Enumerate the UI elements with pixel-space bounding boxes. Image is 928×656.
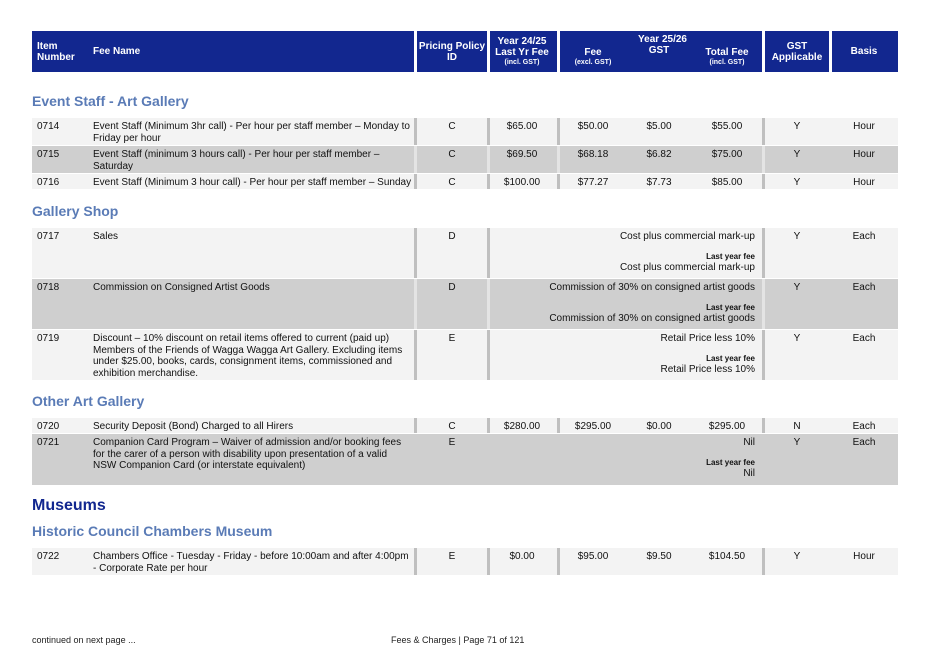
last-year-fee: $65.00: [506, 121, 538, 132]
table-row: [32, 418, 898, 433]
basis: Each: [852, 231, 876, 242]
fee-excl-gst: $295.00: [574, 421, 612, 432]
header-year-2425: Year 24/25: [497, 36, 547, 47]
fee-name: Sales: [93, 231, 119, 242]
gst-applicable: Y: [793, 437, 801, 448]
header-fee-label: Fee: [584, 46, 602, 58]
header-total: [692, 36, 762, 77]
table-row: [32, 548, 898, 575]
fee-text: Nil: [743, 437, 755, 448]
header-item-number: Item Number: [37, 40, 75, 63]
gst-amount: $5.00: [646, 121, 672, 132]
fee-name: Companion Card Program – Waiver of admission and/or booking fees for the carer of a person with disability upon presentation of a valid NSW Companion Card (or interstate equivalent): [93, 437, 402, 471]
item-number: 0716: [37, 177, 60, 188]
pricing-policy: E: [448, 437, 456, 448]
basis: Hour: [853, 177, 875, 188]
item-number: 0715: [37, 149, 60, 160]
header-pricing-policy: Pricing Policy ID: [418, 40, 486, 63]
gst-applicable: Y: [793, 333, 801, 344]
fee-name: Event Staff (Minimum 3hr call) - Per hour per staff member – Monday to Friday per hour: [93, 121, 410, 144]
basis: Each: [852, 437, 876, 448]
fee-excl-gst: $50.00: [577, 121, 609, 132]
fee-description: [490, 333, 755, 375]
section-historic-chambers: Historic Council Chambers Museum: [32, 523, 273, 539]
gst-applicable: Y: [793, 551, 801, 562]
item-number: 0722: [37, 551, 60, 562]
pricing-policy: C: [448, 149, 456, 160]
header-incl-gst: (incl. GST): [504, 59, 540, 66]
header-excl-gst: (excl. GST): [574, 58, 612, 66]
table-row: [32, 434, 898, 485]
header-total-fee: Total Fee: [705, 46, 749, 58]
last-year-fee: $0.00: [509, 551, 535, 562]
section-museums: Museums: [32, 497, 106, 514]
basis: Each: [852, 421, 876, 432]
fee-description: [490, 437, 755, 479]
total-fee: $55.00: [711, 121, 743, 132]
gst-applicable: Y: [793, 121, 801, 132]
fee-excl-gst: $68.18: [577, 149, 609, 160]
fee-excl-gst: $77.27: [577, 177, 609, 188]
fee-name: Event Staff (minimum 3 hours call) - Per hour per staff member – Saturday: [93, 149, 380, 172]
basis: Hour: [853, 149, 875, 160]
total-fee: $104.50: [708, 551, 746, 562]
item-number: 0721: [37, 437, 60, 448]
pricing-policy: C: [448, 177, 456, 188]
total-fee: $75.00: [711, 149, 743, 160]
total-fee: $85.00: [711, 177, 743, 188]
fee-name: Commission on Consigned Artist Goods: [93, 282, 270, 293]
last-year-value: Retail Price less 10%: [660, 363, 755, 375]
last-year-label: Last year fee: [706, 251, 755, 261]
pricing-policy: E: [448, 551, 456, 562]
header-incl-gst-2: (incl. GST): [709, 58, 745, 66]
table-row: [32, 118, 898, 145]
gst-amount: $6.82: [646, 149, 672, 160]
pricing-policy: C: [448, 421, 456, 432]
gst-amount: $9.50: [646, 551, 672, 562]
fee-description: [490, 282, 755, 324]
section-gallery-shop: Gallery Shop: [32, 203, 119, 219]
pricing-policy: D: [448, 282, 456, 293]
last-year-value: Nil: [743, 467, 755, 479]
fee-excl-gst: $95.00: [577, 551, 609, 562]
header-last-yr-fee: Last Yr Fee: [495, 47, 549, 58]
fee-name: Discount – 10% discount on retail items offered to current (paid up) Members of the Friends of Wagga Wagga Art Gallery. Excluding items under $25.00, books, cards, consignment items, commissioned and exhibition merchandise.: [93, 333, 403, 379]
fee-name: Security Deposit (Bond) Charged to all Hirers: [93, 421, 294, 432]
fee-name: Chambers Office - Tuesday - Friday - before 10:00am and after 4:00pm - Corporate Rate per hour: [93, 551, 409, 574]
table-row: [32, 174, 898, 189]
section-other-art-gallery: Other Art Gallery: [32, 393, 145, 409]
last-year-label: Last year fee: [706, 353, 755, 363]
fee-text: Cost plus commercial mark-up: [619, 231, 755, 242]
table-header: [32, 31, 898, 72]
table-row: [32, 279, 898, 329]
table-row: [32, 228, 898, 278]
last-year-value: Commission of 30% on consigned artist goods: [549, 312, 755, 324]
last-year-value: Cost plus commercial mark-up: [619, 261, 755, 273]
item-number: 0717: [37, 231, 60, 242]
header-basis: Basis: [850, 46, 878, 57]
last-year-fee: $280.00: [503, 421, 541, 432]
table-row: [32, 146, 898, 173]
pricing-policy: D: [448, 231, 456, 242]
gst-applicable: N: [793, 421, 801, 432]
gst-applicable: Y: [793, 282, 801, 293]
header-gst: GST: [648, 45, 670, 56]
header-last-yr: [490, 31, 554, 72]
item-number: 0719: [37, 333, 60, 344]
header-year-2526: Year 25/26: [638, 34, 687, 45]
item-number: 0718: [37, 282, 60, 293]
header-fee: [560, 36, 626, 77]
gst-amount: $0.00: [646, 421, 672, 432]
last-year-label: Last year fee: [706, 457, 755, 467]
header-fee-name: Fee Name: [93, 46, 141, 57]
total-fee: $295.00: [708, 421, 746, 432]
gst-applicable: Y: [793, 177, 801, 188]
basis: Hour: [853, 551, 875, 562]
fee-description: [490, 231, 755, 273]
continued-note: continued on next page ...: [32, 635, 136, 645]
page-footer: Fees & Charges | Page 71 of 121: [391, 635, 525, 645]
fee-text: Commission of 30% on consigned artist goods: [549, 282, 755, 293]
basis: Hour: [853, 121, 875, 132]
basis: Each: [852, 333, 876, 344]
table-row: [32, 330, 898, 380]
gst-amount: $7.73: [646, 177, 672, 188]
basis: Each: [852, 282, 876, 293]
gst-applicable: Y: [793, 231, 801, 242]
last-year-label: Last year fee: [706, 302, 755, 312]
item-number: 0720: [37, 421, 60, 432]
section-event-staff: Event Staff - Art Gallery: [32, 93, 189, 109]
fee-text: Retail Price less 10%: [660, 333, 755, 344]
gst-applicable: Y: [793, 149, 801, 160]
pricing-policy: E: [448, 333, 456, 344]
item-number: 0714: [37, 121, 60, 132]
fee-name: Event Staff (Minimum 3 hour call) - Per hour per staff member – Sunday: [93, 177, 412, 188]
pricing-policy: C: [448, 121, 456, 132]
last-year-fee: $100.00: [503, 177, 541, 188]
header-gst-applicable: GST Applicable: [771, 40, 823, 63]
last-year-fee: $69.50: [506, 149, 538, 160]
